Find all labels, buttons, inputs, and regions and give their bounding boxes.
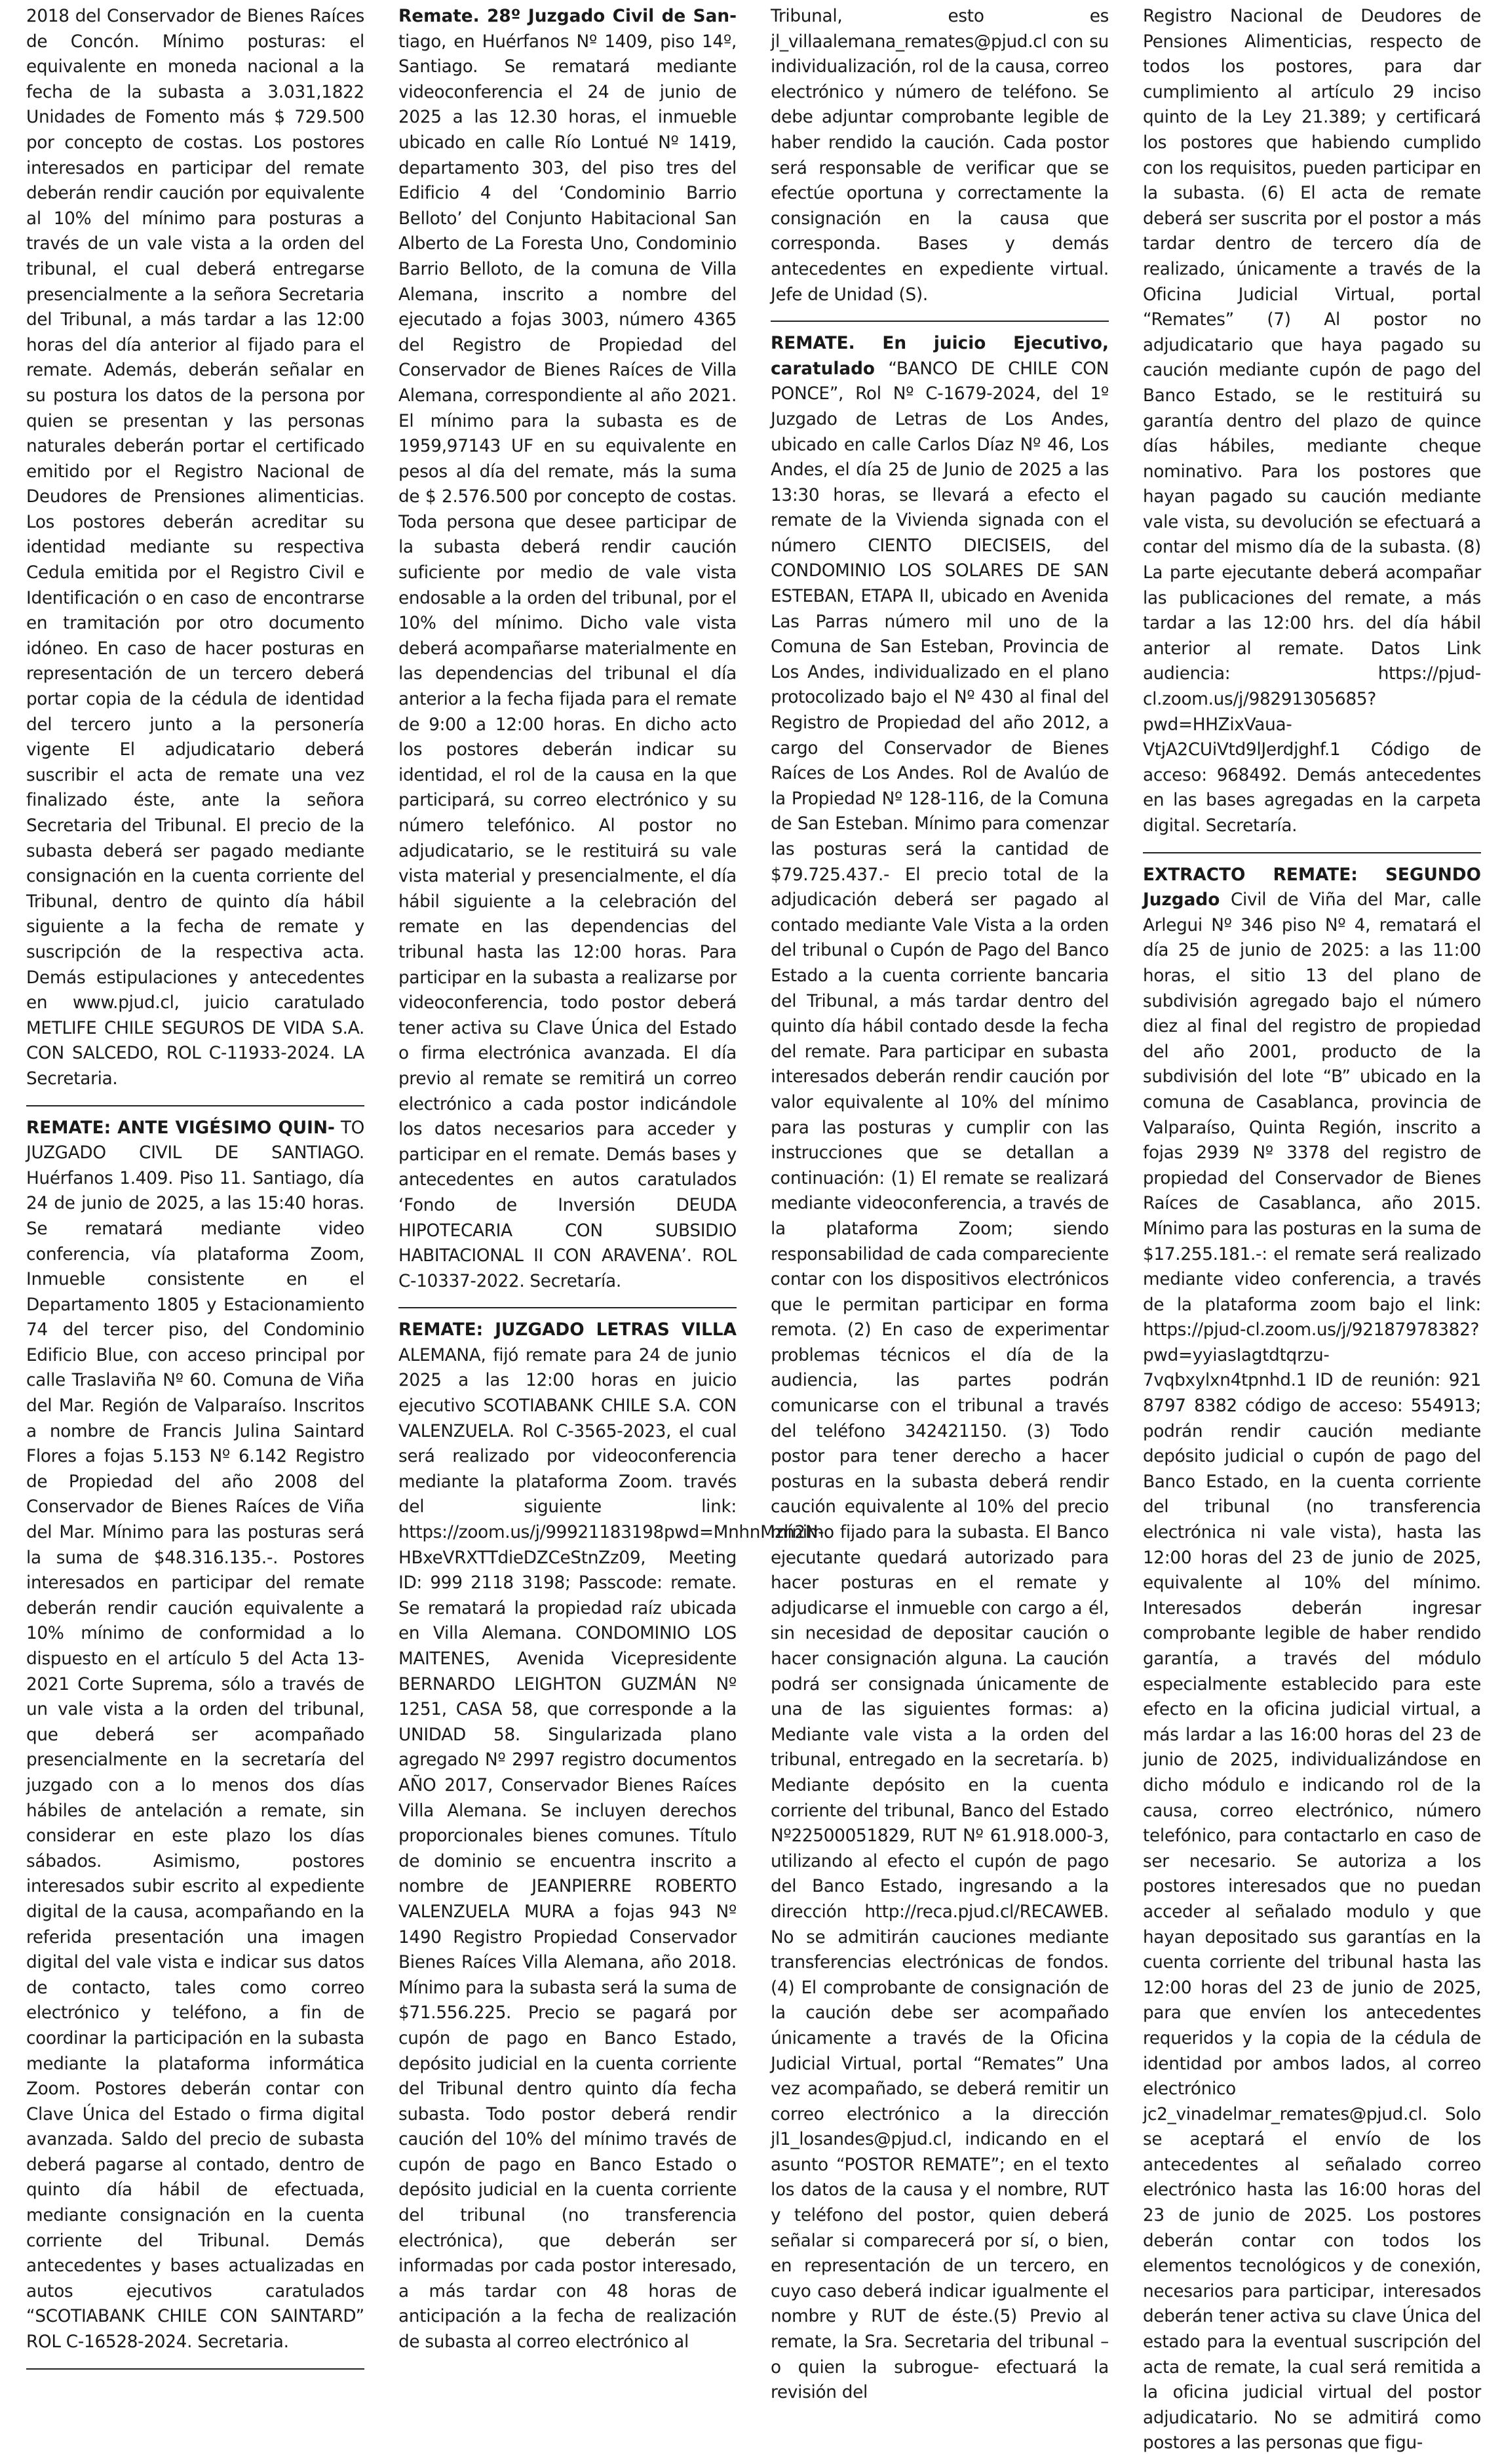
notice-divider [26,1105,364,1106]
notice-divider [26,2368,364,2370]
notice-heading: REMATE: JUZGADO LETRAS VILLA [398,1320,737,1340]
notice [398,4,737,1302]
notice-heading: Remate. 28º Juzgado Civil de San- [398,7,737,26]
notice-heading: EXTRACTO REMATE: SEGUNDO Juzgado [1143,865,1481,910]
notice-heading: REMATE. En juicio Ejecutivo, caratulado [771,334,1109,379]
notice-divider [771,321,1109,322]
notice [26,1116,364,2363]
notice-body: Remate. 28º Juzgado Civil de San- tiago, en Huérfanos Nº 1409, piso 14º, Santiago. Se rematará mediante videoconferencia el 24 de junio de 2025 a las 12.30 horas, el inmueble ubicado en calle Río Lontué Nº 1419, departamento 303, del piso tres del Edificio 4 del ‘Condominio Barrio Belloto’ del Conjunto Habitacional San Alberto de La Foresta Uno, Condominio Barrio Belloto, de la comuna de Villa Alemana, inscrito a nombre del ejecutado a fojas 3003, número 4365 del Registro de Propiedad del Conservador de Bienes Raíces de Villa Alemana, correspondiente al año 2021. El mínimo para la subasta es de 1959,97143 UF en su equivalente en pesos al día del remate, más la suma de $ 2.576.500 por concepto de costas. Toda persona que desee participar de la subasta deberá rendir caución suficiente por medio de vale vista endosable a la orden del tribunal, por el 10% del mínimo. Dicho vale vista deberá acompañarse materialmente en las dependencias del tribunal el día anterior a la fecha fijada para el remate de 9:00 a 12:00 horas. En dicho acto los postores deberán indicar su identidad, el rol de la causa en la que participará, su correo electrónico y su número telefónico. Al postor no adjudicatario, se le restituirá su vale vista material y presencialmente, el día hábil siguiente a la celebración del remate en las dependencias del tribunal hasta las 12:00 horas. Para participar en la subasta a realizarse por videoconferencia, todo postor deberá tener activa su Clave Única del Estado o firma electrónica avanzada. El día previo al remate se remitirá un correo electrónico a cada postor indicándole los datos necesarios para acceder y participar en el remate. Demás bases y antecedentes en autos caratulados ‘Fondo de Inversión DEUDA HIPOTECARIA CON SUBSIDIO HABITACIONAL II CON ARAVENA’. ROL C-10337-2022. Secretaría. [398,7,737,1291]
notice-body: Registro Nacional de Deudores de Pensiones Alimenticias, respecto de todos los postores, para dar cumplimiento al artículo 29 inciso quinto de la Ley 21.389; y certificará los postores que habiendo cumplido con los requisitos, pueden participar en la subasta. (6) El acta de remate deberá ser suscrita por el postor a más tardar dentro de tercero día de realizado, únicamente a través de la Oficina Judicial Virtual, portal “Remates” (7) Al postor no adjudicatario que haya pagado su caución mediante cupón de pago del Banco Estado, se le restituirá su garantía dentro del plazo de quince días hábiles, mediante cheque nominativo. Para los postores que hayan pagado su caución mediante vale vista, su devolución se efectuará a contar del mismo día de la subasta. (8) La parte ejecutante deberá acompañar las publicaciones del remate, a más tardar a las 12:00 hrs. del día hábil anterior al remate. Datos Link audiencia: https://pjud-cl.zoom.us/j/98291305685?pwd=HHZixVaua-VtjA2CUiVtd9lJerdjghf.1 Código de acceso: 968492. Demás antecedentes en las bases agregadas en la carpeta digital. Secretaría. [1143,7,1481,836]
notice-continuation [26,4,364,1100]
notice-body: REMATE. En juicio Ejecutivo, caratulado “BANCO DE CHILE CON PONCE”, Rol Nº C-1679-2024, del 1º Juzgado de Letras de Los Andes, ubicado en calle Carlos Díaz Nº 46, Los Andes, el día 25 de Junio de 2025 a las 13:30 horas, se llevará a efecto el remate de la Vivienda signada con el número CIENTO DIECISEIS, del CONDOMINIO LOS SOLARES DE SAN ESTEBAN, ETAPA II, ubicado en Avenida Las Parras número mil uno de la Comuna de San Esteban, Provincia de Los Andes, individualizado en el plano protocolizado bajo el Nº 430 al final del Registro de Propiedad del año 2012, a cargo del Conservador de Bienes Raíces de Los Andes. Rol de Avalúo de la Propiedad Nº 128-116, de la Comuna de San Esteban. Mínimo para comenzar las posturas será la cantidad de $79.725.437.- El precio total de la adjudicación deberá ser pagado al contado mediante Vale Vista a la orden del tribunal o Cupón de Pago del Banco Estado a la cuenta corriente bancaria del Tribunal, a más tardar dentro del quinto día hábil contado desde la fecha del remate. Para participar en subasta interesados deberán rendir caución por valor equivalente al 10% del mínimo para las posturas y cumplir con las instrucciones que se detallan a continuación: (1) El remate se realizará mediante videoconferencia, a través de la plataforma Zoom; siendo responsabilidad de cada compareciente contar con los dispositivos electrónicos que le permitan participar en forma remota. (2) En caso de experimentar problemas técnicos el día de la audiencia, las partes podrán comunicarse con el tribunal a través del teléfono 342421150. (3) Todo postor para tener derecho a hacer posturas en la subasta deberá rendir caución equivalente al 10% del precio mínimo fijado para la subasta. El Banco ejecutante quedará autorizado para hacer posturas en el remate y adjudicarse el inmueble con cargo a él, sin necesidad de depositar caución o hacer consignación alguna. La caución podrá ser consignada únicamente de una de las siguientes formas: a) Mediante vale vista a la orden del tribunal, entregado en la secretaría. b) Mediante depósito en la cuenta corriente del tribunal, Banco del Estado Nº22500051829, RUT Nº 61.918.000-3, utilizando al efecto el cupón de pago del Banco Estado, ingresando a la dirección http://reca.pjud.cl/RECAWEB. No se admitirán cauciones mediante transferencias electrónicas de fondos. (4) El comprobante de consignación de la caución debe ser acompañado únicamente a través de la Oficina Judicial Virtual, portal “Remates” Una vez acompañado, se deberá remitir un correo electrónico a la dirección jl1_losandes@pjud.cl, indicando en el asunto “POSTOR REMATE”; en el texto los datos de la causa y el nombre, RUT y teléfono del postor, quien deberá señalar si comparecerá por sí, o bien, en representación de un tercero, en cuyo caso deberá indicar igualmente el nombre y RUT de éste.(5) Previo al remate, la Sra. Secretaria del tribunal – o quien la subrogue- efectuará la revisión del [771,334,1109,2403]
notice-body: REMATE: JUZGADO LETRAS VILLA ALEMANA, fijó remate para 24 de junio 2025 a las 12:00 horas en juicio ejecutivo SCOTIABANK CHILE S.A. CON VALENZUELA. Rol C-3565-2023, el cual será realizado por videoconferencia mediante la plataforma Zoom. través del siguiente link: https://zoom.us/j/99921183198pwd=MnhnMzh2N-HBxeVRXTTdieDZCeStnZz09, Meeting ID: 999 2118 3198; Passcode: remate. Se rematará la propiedad raíz ubicada en Villa Alemana. CONDOMINIO LOS MAITENES, Avenida Vicepresidente BERNARDO LEIGHTON GUZMÁN Nº 1251, CASA 58, que corresponde a la UNIDAD 58. Singularizada plano agregado Nº 2997 registro documentos AÑO 2017, Conservador Bienes Raíces Villa Alemana. Se incluyen derechos proporcionales bienes comunes. Título de dominio se encuentra inscrito a nombre de JEANPIERRE ROBERTO VALENZUELA MURA a fojas 943 Nº 1490 Registro Propiedad Conservador Bienes Raíces Villa Alemana, año 2018. Mínimo para la subasta será la suma de $71.556.225. Precio se pagará por cupón de pago en Banco Estado, depósito judicial en la cuenta corriente del Tribunal dentro quinto día fecha subasta. Todo postor deberá rendir caución del 10% del mínimo través de cupón de pago en Banco Estado o depósito judicial en la cuenta corriente del tribunal (no transferencia electrónica), que deberán ser informadas por cada postor interesado, a más tardar con 48 horas de anticipación a la fecha de realización de subasta al correo electrónico al [398,1320,824,2353]
notice [771,331,1109,2414]
notice-continuation [1143,4,1481,847]
notice-body: Tribunal, esto es jl_villaalemana_remates@pjud.cl con su individualización, rol de la causa, correo electrónico y número de teléfono. Se debe adjuntar comprobante legible de haber rendido la caución. Cada postor será responsable de verificar que se efectúe oportuna y correctamente la consignación en la causa que corresponda. Bases y demás antecedentes en expediente virtual. Jefe de Unidad (S). [771,7,1109,305]
notice [1143,863,1481,2464]
notice-heading: REMATE: ANTE VIGÉSIMO QUIN- [26,1118,335,1138]
column-2 [398,4,824,2353]
notice-body: 2018 del Conservador de Bienes Raíces de Concón. Mínimo posturas: el equivalente en moneda nacional a la fecha de la subasta a 3.031,1822 Unidades de Fomento más $ 729.500 por concepto de costas. Los postores interesados en participar del remate deberán rendir caución por equivalente al 10% del mínimo para posturas a través de un vale vista a la orden del tribunal, el cual deberá entregarse presencialmente a la señora Secretaria del Tribunal, a más tardar a las 12:00 horas del día anterior al fijado para el remate. Además, deberán señalar en su postura los datos de la persona por quien se presentan y las personas naturales deberán portar el certificado emitido por el Registro Nacional de Deudores de Prensiones alimenticias. Los postores deberán acreditar su identidad mediante su respectiva Cedula emitida por el Registro Civil e Identificación o en caso de encontrarse en tramitación por otro documento idóneo. En caso de hacer posturas en representación de un tercero deberá portar copia de la cédula de identidad del tercero junto a la personería vigente El adjudicatario deberá suscribir el acta de remate una vez finalizado éste, ante la señora Secretaria del Tribunal. El precio de la subasta deberá ser pagado mediante consignación en la cuenta corriente del Tribunal, dentro de quinto día hábil siguiente a la fecha de remate y suscripción de la respectiva acta. Demás estipulaciones y antecedentes en www.pjud.cl, juicio caratulado METLIFE CHILE SEGUROS DE VIDA S.A. CON SALCEDO, ROL C-11933-2024. LA Secretaria. [26,7,364,1089]
notice-divider [1143,852,1481,853]
column-4 [1143,4,1482,2454]
notice-divider [398,1307,737,1308]
notice-continuation [771,4,1109,315]
notice-body: REMATE: ANTE VIGÉSIMO QUIN- TO JUZGADO CIVIL DE SANTIAGO. Huérfanos 1.409. Piso 11. Santiago, día 24 de junio de 2025, a las 15:40 horas. Se rematará mediante video conferencia, vía plataforma Zoom, Inmueble consistente en el Departamento 1805 y Estacionamiento 74 del tercer piso, del Condominio Edificio Blue, con acceso principal por calle Traslaviña Nº 60. Comuna de Viña del Mar. Región de Valparaíso. Inscritos a nombre de Francis Julina Saintard Flores a fojas 5.153 Nº 6.142 Registro de Propiedad del año 2008 del Conservador de Bienes Raíces de Viña del Mar. Mínimo para las posturas será la suma de $48.316.135.-. Postores interesados en participar del remate deberán rendir caución equivalente a 10% mínimo de conformidad a lo dispuesto en el artículo 5 del Acta 13-2021 Corte Suprema, sólo a través de un vale vista a la orden del tribunal, que deberá ser acompañado presencialmente en la secretaría del juzgado con a lo menos dos días hábiles de antelación a remate, sin considerar en este plazo los días sábados. Asimismo, postores interesados subir escrito al expediente digital de la causa, acompañando en la referida presentación una imagen digital del vale vista e indicar sus datos de contacto, tales como correo electrónico y teléfono, a fin de coordinar la participación en la subasta mediante la plataforma informática Zoom. Postores deberán contar con Clave Única del Estado o firma digital avanzada. Saldo del precio de subasta deberá pagarse al contado, dentro de quinto día hábil de efectuada, mediante consignación en la cuenta corriente del Tribunal. Demás antecedentes y bases actualizadas en autos ejecutivos caratulados “SCOTIABANK CHILE CON SAINTARD” ROL C-16528-2024. Secretaria. [26,1118,365,2353]
notice [398,1318,824,2362]
notice-body: EXTRACTO REMATE: SEGUNDO Juzgado Civil de Viña del Mar, calle Arlegui Nº 346 piso Nº 4, rematará el día 25 de junio de 2025: a las 11:00 horas, el sitio 13 del plano de subdivisión agregado bajo el número diez al final del registro de propiedad del año 2001, producto de la subdivisión del lote “B” ubicado en la comuna de Casablanca, provincia de Valparaíso, Quinta Región, inscrito a fojas 2939 Nº 3378 del registro de propiedad del Conservador de Bienes Raíces de Casablanca, año 2015. Mínimo para las posturas en la suma de $17.255.181.-: el remate será realizado mediante video conferencia, a través de la plataforma zoom bajo el link: https://pjud-cl.zoom.us/j/92187978382?pwd=yyiasIagtdtqrzu-7vqbxylxn4tpnhd.1 ID de reunión: 921 8797 8382 código de acceso: 554913; podrán rendir caución mediante depósito judicial o cupón de pago del Banco Estado, en la cuenta corriente del tribunal (no transferencia electrónica ni vale vista), hasta las 12:00 horas del 23 de junio de 2025, equivalente al 10% del mínimo. Interesados deberán ingresar comprobante legible de haber rendido garantía, a través del módulo especialmente establecido para este efecto en la oficina judicial virtual, a más lardar a las 16:00 horas del 23 de junio de 2025, individualizándose en dicho módulo e indicando rol de la causa, correo electrónico, número telefónico, para contactarlo en caso de ser necesario. Se autoriza a los postores interesados que no puedan acceder al señalado modulo y que hayan depositado sus garantías en la cuenta corriente del tribunal hasta las 12:00 horas del 23 de junio de 2025, para que envíen los antecedentes requeridos y la copia de la cédula de identidad por ambos lados, al correo electrónico jc2_vinadelmar_remates@pjud.cl. Solo se aceptará el envío de los antecedentes al señalado correo electrónico hasta las 16:00 horas del 23 de junio de 2025. Los postores deberán contar con todos los elementos tecnológicos y de conexión, necesarios para participar, interesados deberán tener activa su clave Única del estado para la eventual suscripción del acta de remate, la cual será remitida a la oficina judicial virtual del postor adjudicatario. No se admitirá como postores a las personas que figu- [1143,865,1482,2454]
column-3 [771,4,1109,2403]
column-1 [26,4,365,2353]
